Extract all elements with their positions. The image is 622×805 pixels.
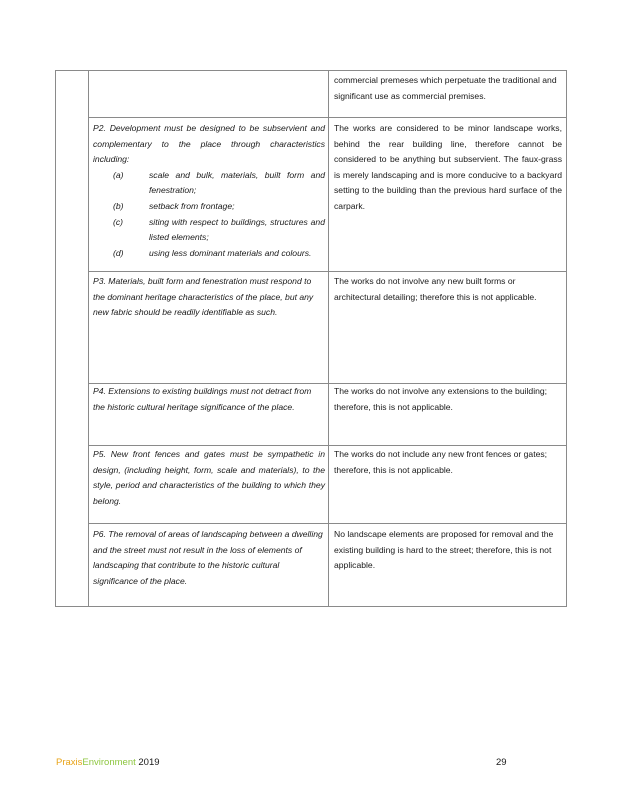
subitem-text: using less dominant materials and colours. <box>149 247 312 258</box>
subitem-label: (b) <box>113 200 124 211</box>
row-divider <box>88 445 566 446</box>
criterion-p3: P3. Materials, built form and fenestration must respond to the dominant heritage characteristics of the place, but any new fabric should be readily identifiable as such. <box>93 276 314 318</box>
column-divider-1 <box>88 71 89 606</box>
subitem-text: scale and bulk, materials, built form and fenestration; <box>149 169 325 196</box>
response-p4: The works do not involve any extensions to the building; therefore, this is not applicable. <box>334 386 548 412</box>
row-divider <box>88 271 566 272</box>
subitem-label: (d) <box>113 247 124 258</box>
row-divider <box>88 117 566 118</box>
brand-praxis: Praxis <box>56 757 83 768</box>
criterion-p2 <box>93 121 325 261</box>
subitem <box>93 246 325 262</box>
footer-year: 2019 <box>138 757 160 768</box>
subitem-label: (c) <box>113 216 124 227</box>
assessment-table <box>55 70 567 607</box>
response-p5: The works do not include any new front fences or gates; therefore, this is not applicable. <box>334 449 548 475</box>
criterion-p2-text: P2. Development must be designed to be subservient and complementary to the place through characteristics including: <box>93 123 325 165</box>
response-p3: The works do not involve any new built forms or architectural detailing; therefore this is not applicable. <box>334 276 537 302</box>
criterion-p5: P5. New front fences and gates must be sympathetic in design, (including height, form, scale and materials), to the style, period and characteristics of the building to which they belong. <box>93 449 325 506</box>
column-divider-2 <box>328 71 329 606</box>
subitem-text: setback from frontage; <box>149 200 235 211</box>
page-number: 29 <box>496 757 507 768</box>
response-continuation: commercial premeses which perpetuate the traditional and significant use as commercial premises. <box>334 75 557 101</box>
brand-environment: Environment <box>82 757 136 768</box>
row-divider <box>88 523 566 524</box>
subitem <box>93 168 325 199</box>
response-p6: No landscape elements are proposed for removal and the existing building is hard to the street; therefore, this is not applicable. <box>334 529 554 571</box>
subitem <box>93 215 325 246</box>
response-p2: The works are considered to be minor landscape works, behind the rear building line, therefore cannot be considered to be anything but subservient. The faux-grass is merely landscaping and is more conducive to a backyard setting to the building than the previous hard surface of the carpark. <box>334 123 562 211</box>
subitem <box>93 199 325 215</box>
subitem-label: (a) <box>113 169 124 180</box>
footer-brand <box>56 757 160 768</box>
criterion-p4: P4. Extensions to existing buildings must not detract from the historic cultural heritage significance of the place. <box>93 386 312 412</box>
subitem-text: siting with respect to buildings, structures and listed elements; <box>149 216 325 243</box>
criterion-p6: P6. The removal of areas of landscaping between a dwelling and the street must not result in the loss of elements of landscaping that contribute to the historic cultural significance of the place. <box>93 529 323 586</box>
